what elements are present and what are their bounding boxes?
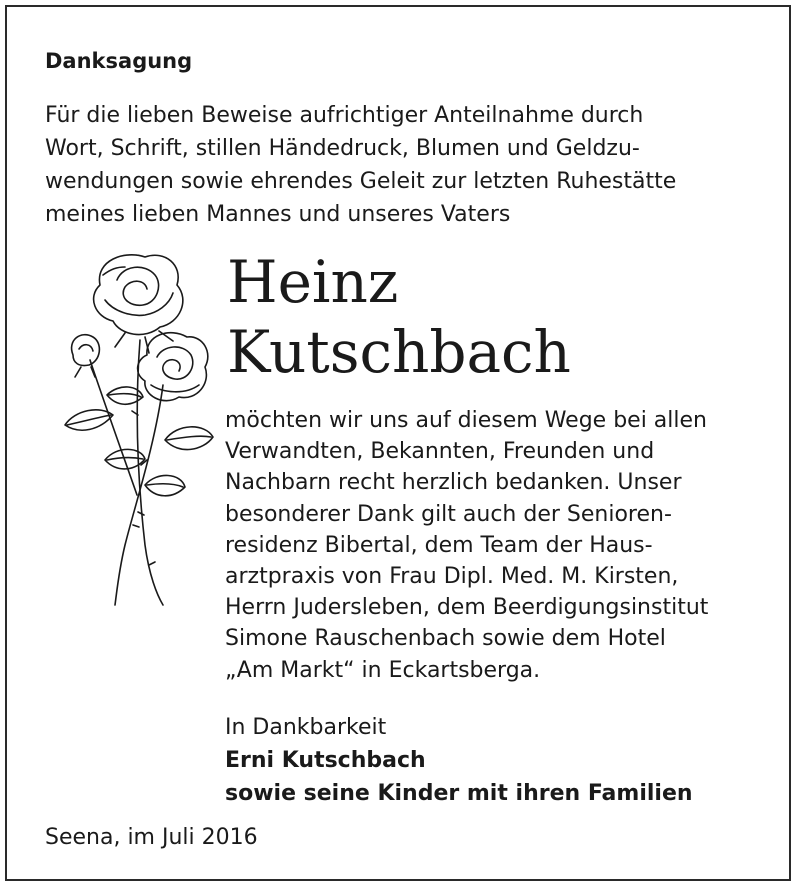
place-date: Seena, im Juli 2016: [45, 825, 258, 850]
body-line: Simone Rauschenbach sowie dem Hotel: [225, 626, 666, 652]
deceased-last-name: Kutschbach: [227, 318, 571, 386]
signature-family: sowie seine Kinder mit ihren Familien: [225, 781, 693, 806]
body-line: besonderer Dank gilt auch der Senioren-: [225, 501, 672, 527]
intro-line: Für die lieben Beweise aufrichtiger Anteilnahme durch: [45, 103, 644, 128]
body-line: Verwandten, Bekannten, Freunden und: [225, 439, 655, 465]
thanks-text: [225, 405, 785, 686]
signature-intro: In Dankbarkeit: [225, 715, 387, 740]
body-line: residenz Bibertal, dem Team der Haus-: [225, 532, 653, 558]
heading: Danksagung: [45, 49, 193, 73]
deceased-first-name: Heinz: [227, 248, 399, 316]
body-line: arztpraxis von Frau Dipl. Med. M. Kirsten,: [225, 564, 679, 590]
deceased-name: [227, 247, 571, 387]
body-line: „Am Markt“ in Eckartsberga.: [225, 657, 541, 683]
signature-block: [225, 711, 693, 810]
intro-text: [45, 99, 785, 231]
body-line: möchten wir uns auf diesem Wege bei allen: [225, 408, 707, 433]
intro-line: meines lieben Mannes und unseres Vaters: [45, 202, 511, 227]
intro-line: Wort, Schrift, stillen Händedruck, Blumen und Geldzu-: [45, 136, 640, 161]
rose-illustration-icon: [45, 245, 215, 610]
body-line: Herrn Judersleben, dem Beerdigungsinstitut: [225, 595, 709, 621]
body-line: Nachbarn recht herzlich bedanken. Unser: [225, 470, 682, 496]
obituary-card: [5, 5, 791, 881]
intro-line: wendungen sowie ehrendes Geleit zur letzten Ruhestätte: [45, 169, 677, 194]
signature-name: Erni Kutschbach: [225, 748, 426, 773]
